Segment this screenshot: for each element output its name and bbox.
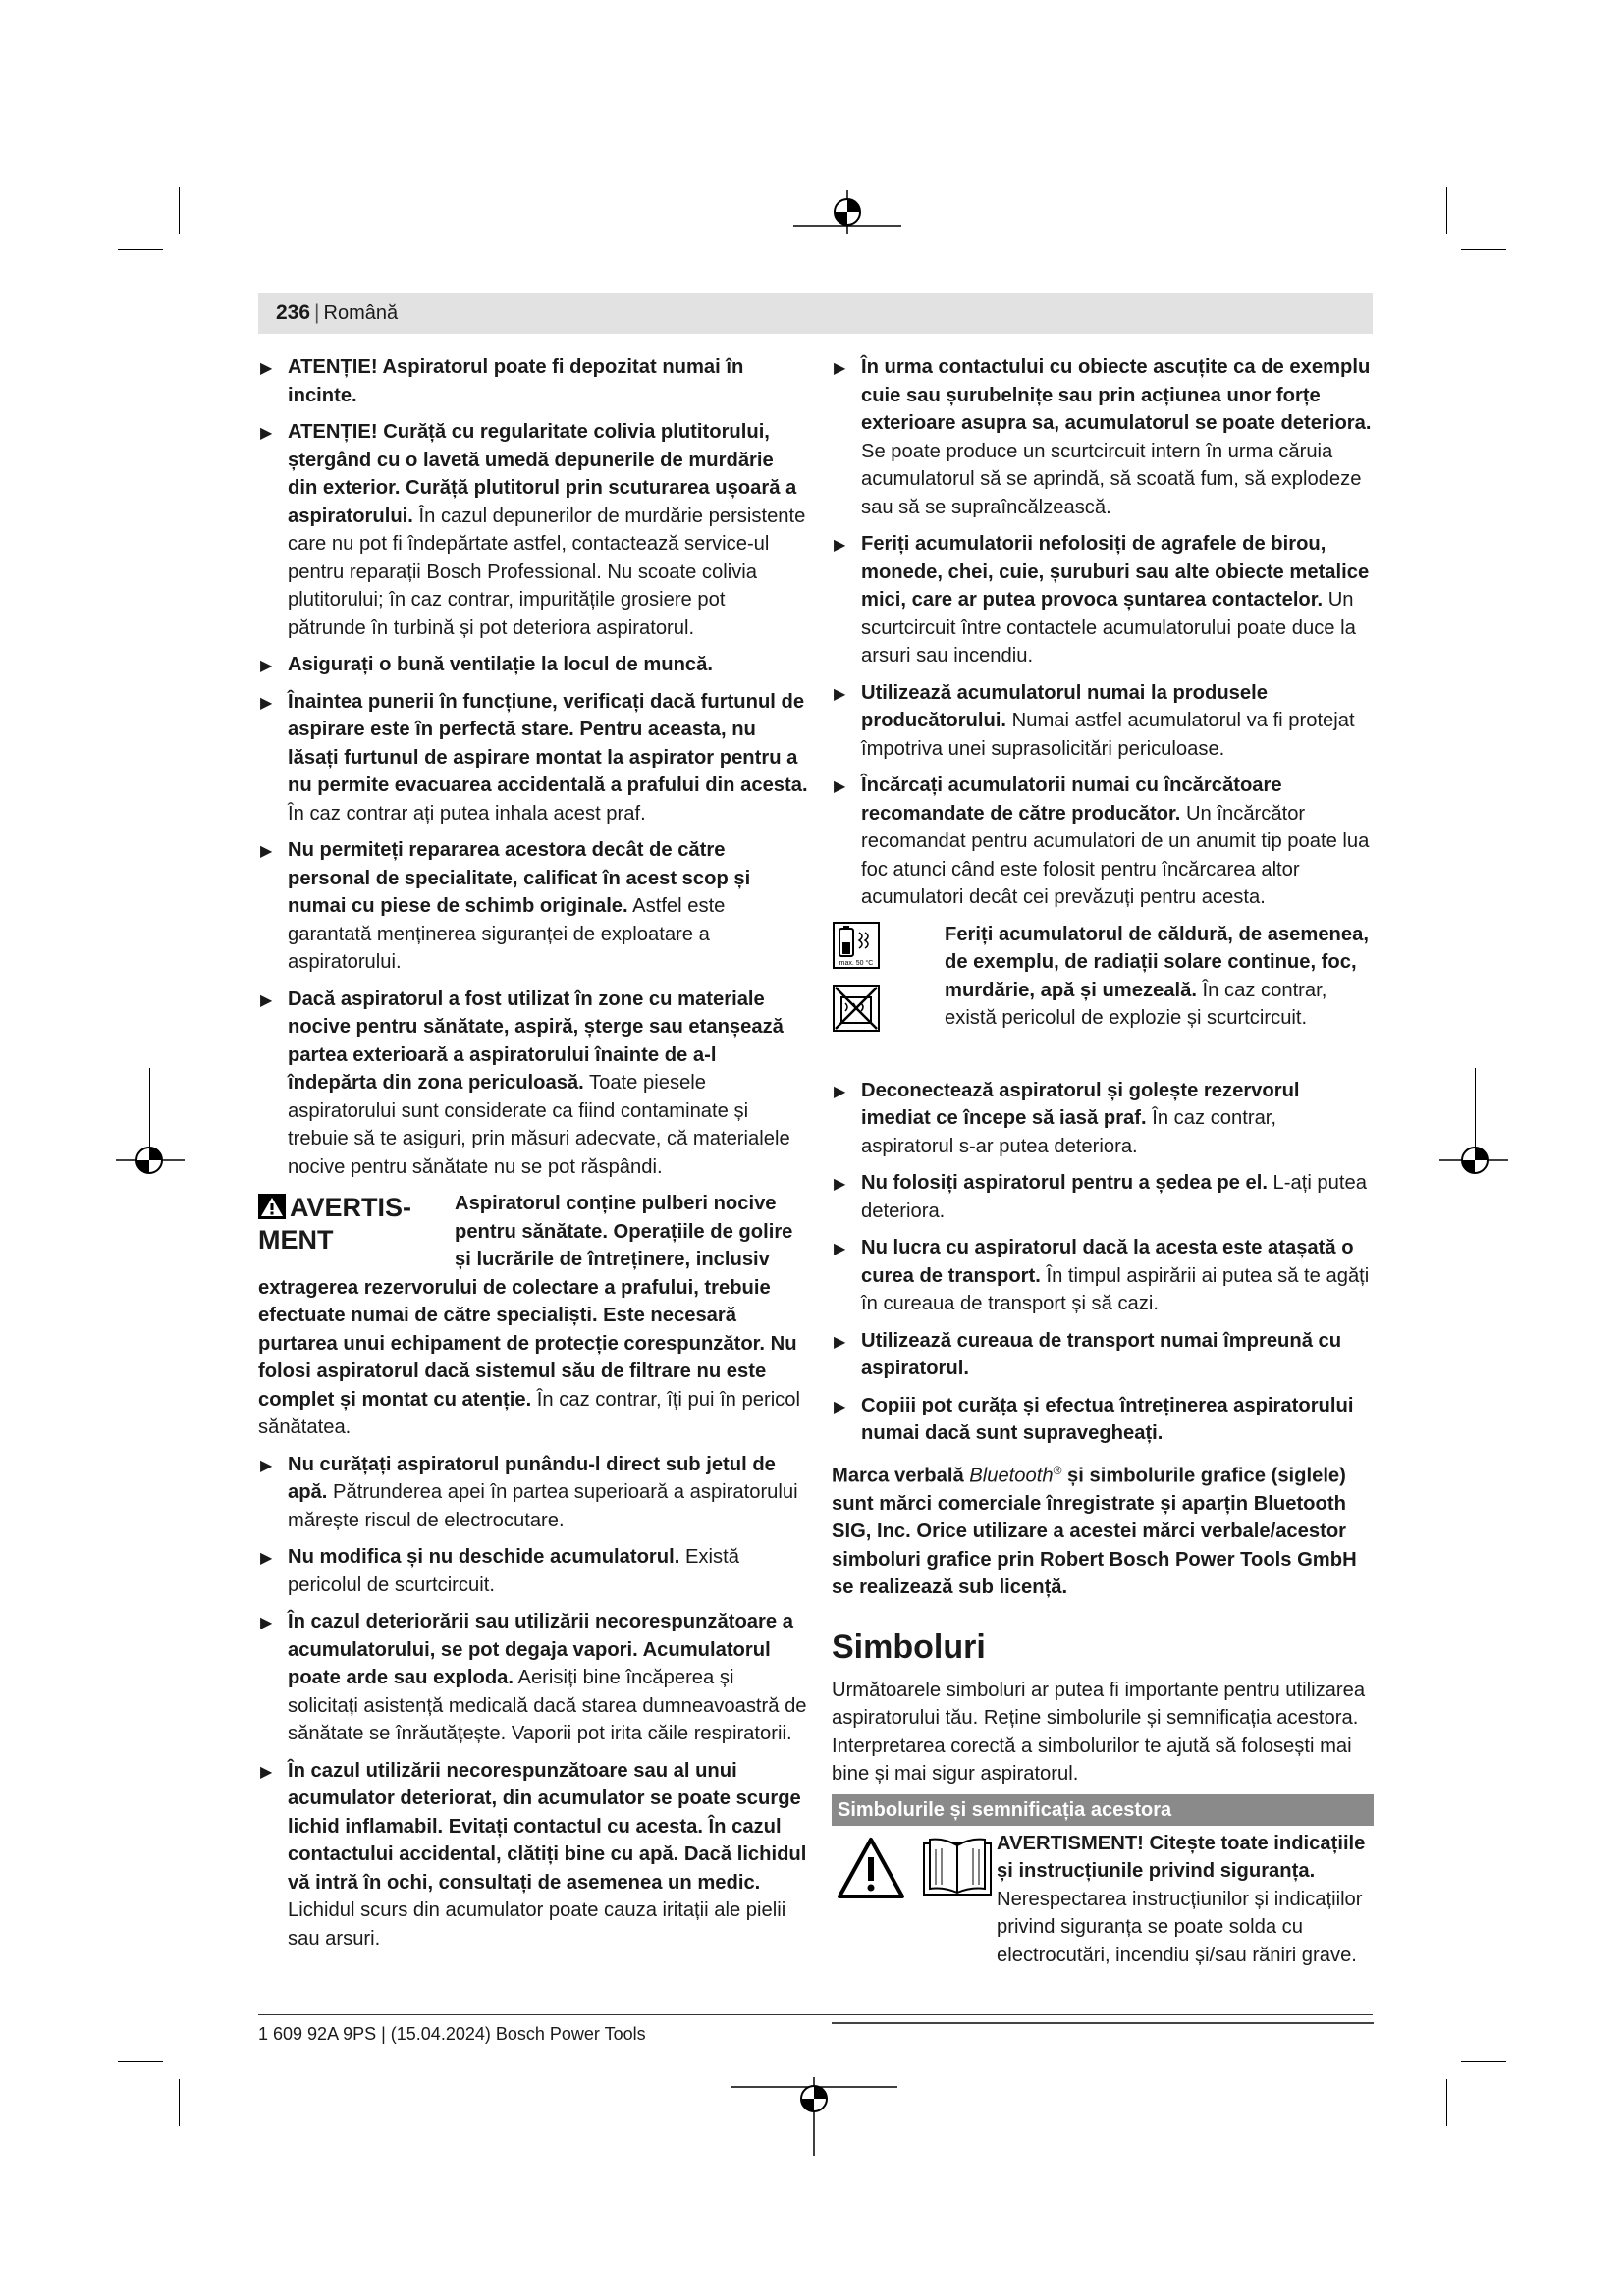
bullet-arrow-icon: ▶	[834, 360, 846, 377]
list-item	[258, 1451, 808, 1535]
bullet-arrow-icon: ▶	[260, 1550, 273, 1567]
registration-mark-icon	[116, 1139, 185, 1182]
section-title: Simboluri	[832, 1628, 986, 1666]
list-item	[258, 418, 808, 642]
symbol-text: Nerespectarea instrucțiunilor și indicațiilor privind siguranța se poate solda cu electrocutări, incendiu și/sau răniri grave.	[997, 1888, 1363, 1966]
item-text: În timpul aspirării ai putea să te agăți în cureaua de transport și să cazi.	[861, 1264, 1370, 1314]
list-item	[258, 353, 808, 409]
list-item	[832, 530, 1374, 670]
item-text: Există pericolul de scurtcircuit.	[288, 1546, 739, 1596]
list-item	[258, 836, 808, 977]
item-bold: Nu modifica și nu deschide acumulatorul.	[288, 1546, 680, 1568]
registered-mark: ®	[1053, 1463, 1062, 1477]
bluetooth-note-after: și simbolurile grafice (siglele) sunt mărci comerciale înregistrate și aparțin Bluetooth SIG, Inc. Orice utilizare a acestei mărci verbale/acestor simboluri grafice prin Robert Bosch Power Tools GmbH se realizează sub licență.	[832, 1465, 1357, 1599]
item-bold: Deconectează aspiratorul și golește rezervorul imediat ce începe să iasă praf.	[861, 1079, 1300, 1129]
warning-triangle-icon	[836, 1836, 906, 1900]
symbol-description	[997, 1830, 1374, 1970]
bluetooth-note	[832, 1457, 1374, 1602]
bullet-arrow-icon: ▶	[260, 991, 273, 1009]
item-bold: În urma contactului cu obiecte ascuțite ca de exemplu cuie sau șurubelnițe sau prin acțiunea unor forțe exterioare asupra sa, acumulatorul se poate deteriora.	[861, 356, 1372, 434]
bullet-arrow-icon: ▶	[834, 537, 846, 554]
item-text: Se poate produce un scurtcircuit intern în urma căruia acumulatorul să se aprindă, să scoată fum, să explodeze sau să se supraîncălzească.	[861, 440, 1362, 518]
list-item	[832, 1392, 1374, 1448]
header-separator: |	[314, 301, 320, 324]
bluetooth-note-before: Marca verbală	[832, 1465, 970, 1487]
item-text: Astfel este garantată menținerea siguranței de exploatare a aspiratorului.	[288, 895, 726, 973]
list-item	[258, 1543, 808, 1599]
item-text: L-ați putea deteriora.	[861, 1172, 1367, 1222]
item-bold: Nu curățați aspiratorul punându-l direct sub jetul de apă.	[288, 1453, 776, 1503]
right-items-b	[832, 1077, 1374, 1448]
list-item	[832, 353, 1374, 521]
temperature-limit-label: max. 50 °C	[839, 959, 874, 967]
symbols-table-header: Simbolurile și semnificația acestora	[832, 1794, 1374, 1826]
list-item	[832, 679, 1374, 764]
header-language: Română	[323, 301, 399, 324]
item-text: Aerisiți bine încăperea și solicitați asistență medicală dacă starea dumneavoastră de sănătate se înrăutățește. Vaporii pot irita căile respiratorii.	[288, 1667, 807, 1744]
temperature-limit-icon	[832, 921, 881, 970]
item-bold: Dacă aspiratorul a fost utilizat în zone cu materiale nocive pentru sănătate, aspiră, șterge sau etanșează partea exterioară a aspiratorului înainte de a-l îndepărta din zona periculoasă.	[288, 988, 784, 1094]
crop-mark	[179, 187, 180, 234]
bullet-arrow-icon: ▶	[260, 1457, 273, 1474]
footer-divider	[258, 2014, 1373, 2015]
item-text: Lichidul scurs din acumulator poate cauza iritații ale pielii sau arsuri.	[288, 1899, 786, 1949]
item-text: Toate piesele aspiratorului sunt considerate ca fiind contaminate și trebuie să te asiguri, prin măsuri adecvate, că materialele nocive pentru sănătate nu se pot răspândi.	[288, 1072, 790, 1178]
bullet-arrow-icon: ▶	[834, 685, 846, 703]
list-item	[258, 986, 808, 1182]
heat-text: În caz contrar, există pericolul de explozie și scurtcircuit.	[945, 979, 1327, 1029]
item-text: Numai astfel acumulatorul va fi protejat împotriva unei suprasolicitări periculoase.	[861, 710, 1355, 760]
left-items-b	[258, 1451, 808, 1953]
crop-mark	[118, 249, 163, 250]
item-text: Un scurtcircuit între contactele acumulatorului poate duce la arsuri sau incendiu.	[861, 589, 1356, 667]
item-bold: ATENȚIE! Aspiratorul poate fi depozitat numai în incinte.	[288, 356, 744, 406]
item-bold: ATENȚIE! Curăță cu regularitate colivia plutitorului, ștergând cu o lavetă umedă depunerile de murdărie din exterior. Curăță plutitorul prin scuturarea ușoară a aspiratorului.	[288, 421, 797, 527]
warning-text: În caz contrar, îți pui în pericol sănătatea.	[258, 1388, 800, 1438]
list-item	[832, 772, 1374, 912]
section-intro: Următoarele simboluri ar putea fi importante pentru utilizarea aspiratorului tău. Reține simbolurile și semnificația acestora. Interpretarea corectă a simbolurilor te ajută să folosești mai bine și mai sigur aspiratorul.	[832, 1679, 1366, 1786]
bullet-arrow-icon: ▶	[260, 360, 273, 377]
page-number: 236	[276, 301, 311, 324]
crop-mark	[1446, 187, 1447, 234]
manual-book-icon	[918, 1836, 997, 1900]
item-bold: În cazul deteriorării sau utilizării necorespunzătoare a acumulatorului, se pot degaja vapori. Acumulatorul poate arde sau exploda.	[288, 1611, 793, 1688]
bullet-arrow-icon: ▶	[834, 1333, 846, 1351]
heat-bold: Feriți acumulatorul de căldură, de asemenea, de exemplu, de radiații solare continue, foc, murdărie, apă și umezeală.	[945, 923, 1369, 1001]
no-water-icon	[832, 984, 881, 1033]
page-footer: 1 609 92A 9PS | (15.04.2024) Bosch Power Tools	[258, 2024, 646, 2044]
item-bold: Copiii pot curăța și efectua întreținerea aspiratorului numai dacă sunt supravegheați.	[861, 1394, 1354, 1444]
heat-warning-block	[832, 921, 1374, 1068]
crop-mark	[118, 2061, 163, 2062]
warning-label	[258, 1192, 455, 1270]
bluetooth-brand: Bluetooth	[969, 1465, 1054, 1487]
item-bold: Nu permiteți repararea acestora decât de către personal de specialitate, calificat în acest scop și numai cu piese de schimb originale.	[288, 839, 751, 917]
symbol-bold: AVERTISMENT! Citește toate indicațiile și instrucțiunile privind siguranța.	[997, 1832, 1366, 1883]
registration-mark-icon	[731, 2077, 897, 2156]
item-bold: Asigurați o bună ventilație la locul de muncă.	[288, 654, 713, 675]
registration-mark-icon	[1439, 1139, 1508, 1182]
list-item	[832, 1327, 1374, 1383]
warning-triangle-icon	[258, 1194, 286, 1219]
crop-mark	[1461, 2061, 1506, 2062]
left-column	[258, 353, 808, 1961]
bullet-arrow-icon: ▶	[834, 1176, 846, 1193]
crop-mark	[179, 2079, 180, 2126]
right-column	[832, 353, 1374, 2024]
item-text: În caz contrar, aspiratorul s-ar putea deteriora.	[861, 1107, 1277, 1157]
left-items-a	[258, 353, 808, 1181]
warning-label-text: AVERTIS-MENT	[258, 1193, 412, 1255]
item-bold: În cazul utilizării necorespunzătoare sau al unui acumulator deteriorat, din acumulator se poate scurge lichid inflamabil. Evitați contactul cu acesta. În cazul contactului accidental, clătiți bine cu apă. Dacă lichidul vă intră în ochi, consultați de asemenea un medic.	[288, 1759, 807, 1894]
list-item	[258, 688, 808, 828]
list-item	[832, 1077, 1374, 1161]
bullet-arrow-icon: ▶	[834, 1083, 846, 1100]
symbol-icons	[836, 1836, 997, 1900]
right-items-a	[832, 353, 1374, 912]
crop-mark	[1446, 2079, 1447, 2126]
bullet-arrow-icon: ▶	[260, 1615, 273, 1631]
bullet-arrow-icon: ▶	[260, 658, 273, 674]
item-bold: Nu folosiți aspiratorul pentru a ședea pe el.	[861, 1172, 1268, 1194]
heat-icons	[832, 921, 881, 1033]
list-item	[258, 1757, 808, 1953]
symbols-table-row	[832, 1826, 1374, 2024]
bullet-arrow-icon: ▶	[260, 425, 273, 442]
item-bold: Feriți acumulatorii nefolosiți de agrafele de birou, monede, chei, cuie, șuruburi sau alte obiecte metalice mici, care ar putea provoca șuntarea contactelor.	[861, 533, 1370, 611]
item-text: În caz contrar ați putea inhala acest praf.	[288, 802, 646, 825]
page-header	[258, 293, 1373, 334]
warning-bold: Aspiratorul conține pulberi nocive pentru sănătate. Operațiile de golire și lucrările de întreținere, inclusiv extragerea rezervorului de colectare a prafului, trebuie efectuate numai de către specialiști. Este necesară purtarea unui echipament de protecție corespunzător. Nu folosi aspiratorul dacă sistemul său de filtrare nu este complet și montat cu atenție.	[258, 1193, 797, 1411]
bullet-arrow-icon: ▶	[260, 694, 273, 712]
list-item	[258, 1608, 808, 1748]
registration-mark-icon	[793, 190, 901, 234]
item-bold: Înaintea punerii în funcțiune, verificați dacă furtunul de aspirare este în perfectă stare. Pentru aceasta, nu lăsați furtunul de aspirare montat la aspirator pentru a nu permite evacuarea accidentală a prafului din acesta.	[288, 690, 808, 796]
bullet-arrow-icon: ▶	[834, 778, 846, 795]
item-bold: Nu lucra cu aspiratorul dacă la acesta este atașată o curea de transport.	[861, 1237, 1354, 1287]
heat-warning-text	[945, 921, 1374, 1033]
item-text: Pătrunderea apei în partea superioară a aspiratorului mărește riscul de electrocutare.	[288, 1481, 798, 1531]
list-item	[832, 1234, 1374, 1318]
bullet-arrow-icon: ▶	[260, 1763, 273, 1781]
item-text: Un încărcător recomandat pentru acumulatori de un anumit tip poate lua foc atunci când este folosit pentru încărcarea altor acumulatori decât cei prevăzuți pentru acesta.	[861, 802, 1370, 908]
list-item	[258, 651, 808, 679]
bullet-arrow-icon: ▶	[834, 1241, 846, 1257]
list-item	[832, 1169, 1374, 1225]
warning-block	[258, 1190, 808, 1442]
item-bold: Încărcați acumulatorii numai cu încărcătoare recomandate de către producător.	[861, 774, 1282, 825]
crop-mark	[1461, 249, 1506, 250]
bullet-arrow-icon: ▶	[260, 843, 273, 860]
item-bold: Utilizează cureaua de transport numai împreună cu aspiratorul.	[861, 1329, 1342, 1379]
bullet-arrow-icon: ▶	[834, 1398, 846, 1415]
item-bold: Utilizează acumulatorul numai la produsele producătorului.	[861, 681, 1268, 731]
item-text: În cazul depunerilor de murdărie persistente care nu pot fi îndepărtate astfel, contactează service-ul pentru reparații Bosch Professional. Nu scoate colivia plutitorului; în caz contrar, impuritățile grosiere pot pătrunde în turbină și pot deteriora aspiratorul.	[288, 505, 806, 639]
